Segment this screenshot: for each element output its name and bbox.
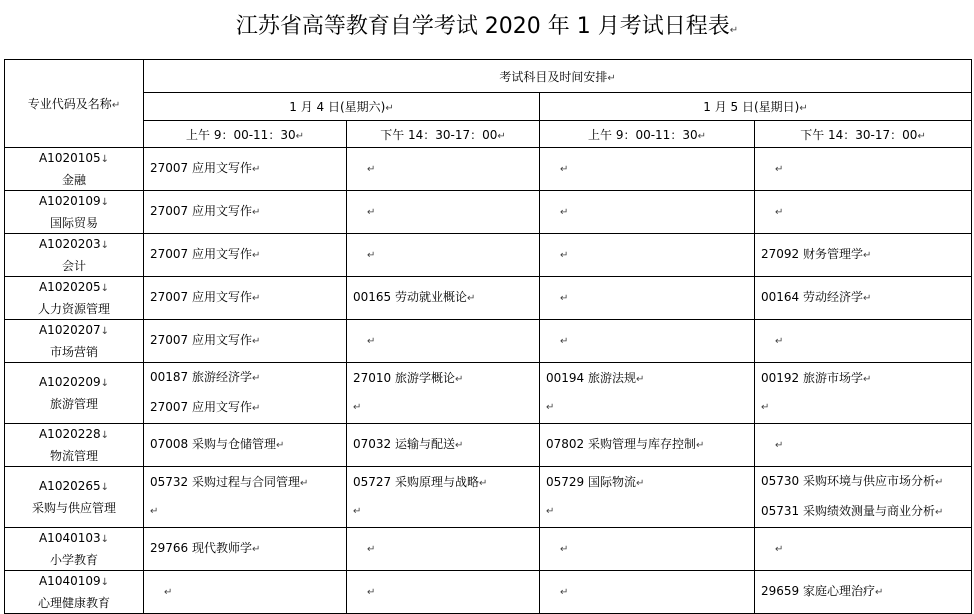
exam-slot-cell bbox=[347, 320, 540, 363]
paragraph-mark-icon: ↵ bbox=[935, 477, 944, 488]
line-break-mark-icon: ↓ bbox=[100, 240, 110, 251]
major-name: 采购与供应管理 bbox=[31, 501, 116, 515]
paragraph-mark-icon: ↵ bbox=[775, 440, 784, 451]
paragraph-mark-icon: ↵ bbox=[560, 336, 569, 347]
major-code: A1040109↓ bbox=[38, 574, 110, 588]
exam-slot-cell bbox=[755, 191, 972, 234]
exam-subject: 07802 采购管理与库存控制↵ bbox=[546, 437, 705, 451]
exam-slot-cell bbox=[347, 363, 540, 424]
major-code: A1020228↓ bbox=[38, 427, 110, 441]
major-name: 心理健康教育 bbox=[37, 596, 110, 610]
line-break-mark-icon: ↓ bbox=[100, 534, 110, 545]
paragraph-mark-icon: ↵ bbox=[546, 506, 555, 517]
exam-slot-cell bbox=[540, 424, 755, 467]
exam-subject: 29659 家庭心理治疗↵ bbox=[761, 584, 884, 598]
exam-slot-cell bbox=[144, 234, 347, 277]
major-code: A1020203↓ bbox=[38, 237, 110, 251]
line-break-mark-icon: ↓ bbox=[100, 283, 110, 294]
line-break-mark-icon: ↓ bbox=[100, 154, 110, 165]
paragraph-mark-icon: ↵ bbox=[367, 250, 376, 261]
exam-subject: 05730 采购环境与供应市场分析↵ bbox=[761, 474, 944, 488]
exam-slot-cell bbox=[347, 277, 540, 320]
paragraph-mark-icon: ↵ bbox=[353, 506, 362, 517]
exam-subject: 05731 采购绩效测量与商业分析↵ bbox=[761, 504, 944, 518]
exam-slot-cell bbox=[347, 467, 540, 528]
paragraph-mark-icon: ↵ bbox=[295, 130, 304, 142]
paragraph-mark-icon: ↵ bbox=[799, 103, 808, 114]
paragraph-mark-icon: ↵ bbox=[636, 374, 645, 385]
paragraph-mark-icon: ↵ bbox=[164, 587, 173, 598]
table-row bbox=[5, 467, 972, 528]
header-row-top bbox=[5, 60, 972, 93]
exam-slot-cell bbox=[755, 363, 972, 424]
exam-subject: 27007 应用文写作↵ bbox=[150, 161, 261, 175]
major-column-header: 专业代码及名称↵ bbox=[5, 60, 144, 148]
day-header: 1 月 5 日(星期日)↵ bbox=[540, 93, 972, 121]
major-name: 旅游管理 bbox=[49, 397, 98, 411]
exam-subject: 27007 应用文写作↵ bbox=[150, 400, 261, 414]
major-code: A1020109↓ bbox=[38, 194, 110, 208]
paragraph-mark-icon: ↵ bbox=[761, 402, 770, 413]
paragraph-mark-icon: ↵ bbox=[385, 103, 394, 114]
exam-subject: 27007 应用文写作↵ bbox=[150, 333, 261, 347]
line-break-mark-icon: ↓ bbox=[100, 482, 110, 493]
slot-header: 上午 9：00-11：30↵ bbox=[144, 121, 347, 148]
schedule-header: 考试科目及时间安排↵ bbox=[144, 60, 972, 93]
exam-slot-cell bbox=[540, 467, 755, 528]
exam-slot-cell bbox=[540, 528, 755, 571]
exam-subject: 05727 采购原理与战略↵ bbox=[353, 475, 488, 489]
paragraph-mark-icon: ↵ bbox=[455, 374, 464, 385]
paragraph-mark-icon: ↵ bbox=[560, 293, 569, 304]
paragraph-mark-icon: ↵ bbox=[252, 403, 261, 414]
major-code: A1020265↓ bbox=[38, 479, 110, 493]
slot-header: 下午 14：30-17：00↵ bbox=[755, 121, 972, 148]
exam-subject: 27007 应用文写作↵ bbox=[150, 204, 261, 218]
major-cell bbox=[5, 277, 144, 320]
paragraph-mark-icon: ↵ bbox=[775, 207, 784, 218]
exam-slot-cell bbox=[347, 528, 540, 571]
paragraph-mark-icon: ↵ bbox=[353, 402, 362, 413]
exam-slot-cell bbox=[755, 467, 972, 528]
table-row bbox=[5, 277, 972, 320]
exam-slot-cell bbox=[347, 424, 540, 467]
exam-slot-cell bbox=[755, 320, 972, 363]
exam-slot-cell bbox=[144, 467, 347, 528]
paragraph-mark-icon: ↵ bbox=[875, 587, 884, 598]
exam-slot-cell bbox=[755, 148, 972, 191]
table-row bbox=[5, 571, 972, 614]
paragraph-mark-icon: ↵ bbox=[607, 72, 616, 84]
paragraph-mark-icon: ↵ bbox=[455, 440, 464, 451]
exam-subject: 27010 旅游学概论↵ bbox=[353, 371, 464, 385]
exam-slot-cell bbox=[540, 320, 755, 363]
major-cell bbox=[5, 363, 144, 424]
paragraph-mark-icon: ↵ bbox=[935, 507, 944, 518]
paragraph-mark-icon: ↵ bbox=[697, 130, 706, 142]
paragraph-mark-icon: ↵ bbox=[479, 478, 488, 489]
major-name: 人力资源管理 bbox=[37, 302, 110, 316]
exam-subject: 00164 劳动经济学↵ bbox=[761, 290, 872, 304]
exam-slot-cell bbox=[540, 191, 755, 234]
paragraph-mark-icon: ↵ bbox=[775, 164, 784, 175]
exam-subject: 05729 国际物流↵ bbox=[546, 475, 645, 489]
paragraph-mark-icon: ↵ bbox=[252, 373, 261, 384]
paragraph-mark-icon: ↵ bbox=[150, 506, 159, 517]
major-name: 小学教育 bbox=[49, 553, 98, 567]
exam-subject: 00192 旅游市场学↵ bbox=[761, 371, 872, 385]
paragraph-mark-icon: ↵ bbox=[729, 25, 739, 36]
paragraph-mark-icon: ↵ bbox=[560, 544, 569, 555]
exam-subject: 27092 财务管理学↵ bbox=[761, 247, 872, 261]
exam-slot-cell bbox=[540, 148, 755, 191]
paragraph-mark-icon: ↵ bbox=[560, 250, 569, 261]
major-name: 物流管理 bbox=[49, 449, 98, 463]
paragraph-mark-icon: ↵ bbox=[863, 250, 872, 261]
paragraph-mark-icon: ↵ bbox=[560, 587, 569, 598]
exam-slot-cell bbox=[755, 528, 972, 571]
paragraph-mark-icon: ↵ bbox=[863, 293, 872, 304]
table-row bbox=[5, 363, 972, 424]
paragraph-mark-icon: ↵ bbox=[636, 478, 645, 489]
paragraph-mark-icon: ↵ bbox=[696, 440, 705, 451]
table-row bbox=[5, 148, 972, 191]
exam-slot-cell bbox=[347, 234, 540, 277]
paragraph-mark-icon: ↵ bbox=[252, 250, 261, 261]
paragraph-mark-icon: ↵ bbox=[497, 130, 506, 142]
table-row bbox=[5, 320, 972, 363]
major-name: 会计 bbox=[61, 259, 86, 273]
line-break-mark-icon: ↓ bbox=[100, 326, 110, 337]
paragraph-mark-icon: ↵ bbox=[252, 164, 261, 175]
exam-slot-cell bbox=[755, 277, 972, 320]
exam-slot-cell bbox=[144, 528, 347, 571]
table-row bbox=[5, 528, 972, 571]
paragraph-mark-icon: ↵ bbox=[367, 164, 376, 175]
exam-subject: 07032 运输与配送↵ bbox=[353, 437, 464, 451]
schedule-table bbox=[4, 59, 972, 614]
header-row-days bbox=[5, 93, 972, 121]
exam-slot-cell bbox=[144, 148, 347, 191]
paragraph-mark-icon: ↵ bbox=[367, 336, 376, 347]
paragraph-mark-icon: ↵ bbox=[560, 164, 569, 175]
major-cell bbox=[5, 467, 144, 528]
exam-subject: 27007 应用文写作↵ bbox=[150, 290, 261, 304]
table-row bbox=[5, 234, 972, 277]
major-code: A1020205↓ bbox=[38, 280, 110, 294]
paragraph-mark-icon: ↵ bbox=[367, 544, 376, 555]
major-name: 国际贸易 bbox=[49, 216, 98, 230]
major-code: A1020105↓ bbox=[38, 151, 110, 165]
major-cell bbox=[5, 320, 144, 363]
exam-slot-cell bbox=[540, 363, 755, 424]
major-code: A1020209↓ bbox=[38, 375, 110, 389]
paragraph-mark-icon: ↵ bbox=[775, 544, 784, 555]
paragraph-mark-icon: ↵ bbox=[252, 544, 261, 555]
paragraph-mark-icon: ↵ bbox=[252, 293, 261, 304]
exam-subject: 05732 采购过程与合同管理↵ bbox=[150, 475, 309, 489]
paragraph-mark-icon: ↵ bbox=[367, 207, 376, 218]
paragraph-mark-icon: ↵ bbox=[775, 336, 784, 347]
exam-slot-cell bbox=[347, 571, 540, 614]
line-break-mark-icon: ↓ bbox=[100, 577, 110, 588]
paragraph-mark-icon: ↵ bbox=[276, 440, 285, 451]
paragraph-mark-icon: ↵ bbox=[300, 478, 309, 489]
day-header: 1 月 4 日(星期六)↵ bbox=[144, 93, 540, 121]
page-title bbox=[0, 10, 974, 48]
major-cell bbox=[5, 191, 144, 234]
line-break-mark-icon: ↓ bbox=[100, 430, 110, 441]
exam-subject: 29766 现代教师学↵ bbox=[150, 541, 261, 555]
paragraph-mark-icon: ↵ bbox=[546, 402, 555, 413]
major-name: 市场营销 bbox=[49, 345, 98, 359]
table-row bbox=[5, 424, 972, 467]
paragraph-mark-icon: ↵ bbox=[252, 336, 261, 347]
exam-slot-cell bbox=[144, 363, 347, 424]
exam-slot-cell bbox=[144, 277, 347, 320]
major-cell bbox=[5, 424, 144, 467]
slot-header: 下午 14：30-17：00↵ bbox=[347, 121, 540, 148]
exam-slot-cell bbox=[540, 571, 755, 614]
exam-slot-cell bbox=[755, 424, 972, 467]
exam-subject: 27007 应用文写作↵ bbox=[150, 247, 261, 261]
major-cell bbox=[5, 528, 144, 571]
major-code: A1040103↓ bbox=[38, 531, 110, 545]
table-row bbox=[5, 191, 972, 234]
line-break-mark-icon: ↓ bbox=[100, 197, 110, 208]
paragraph-mark-icon: ↵ bbox=[560, 207, 569, 218]
exam-slot-cell bbox=[347, 191, 540, 234]
exam-slot-cell bbox=[347, 148, 540, 191]
paragraph-mark-icon: ↵ bbox=[917, 130, 926, 142]
exam-subject: 00165 劳动就业概论↵ bbox=[353, 290, 476, 304]
exam-slot-cell bbox=[144, 571, 347, 614]
exam-slot-cell bbox=[144, 424, 347, 467]
exam-subject: 00187 旅游经济学↵ bbox=[150, 370, 261, 384]
exam-subject: 07008 采购与仓储管理↵ bbox=[150, 437, 285, 451]
major-cell bbox=[5, 148, 144, 191]
exam-slot-cell bbox=[144, 191, 347, 234]
paragraph-mark-icon: ↵ bbox=[252, 207, 261, 218]
line-break-mark-icon: ↓ bbox=[100, 378, 110, 389]
paragraph-mark-icon: ↵ bbox=[111, 100, 121, 111]
paragraph-mark-icon: ↵ bbox=[863, 374, 872, 385]
paragraph-mark-icon: ↵ bbox=[467, 293, 476, 304]
exam-subject: 00194 旅游法规↵ bbox=[546, 371, 645, 385]
exam-slot-cell bbox=[755, 571, 972, 614]
major-name: 金融 bbox=[61, 173, 86, 187]
major-cell bbox=[5, 234, 144, 277]
major-cell bbox=[5, 571, 144, 614]
exam-slot-cell bbox=[540, 234, 755, 277]
header-row-slots bbox=[5, 121, 972, 148]
title-text: 江苏省高等教育自学考试 2020 年 1 月考试日程表 bbox=[235, 14, 730, 39]
exam-slot-cell bbox=[144, 320, 347, 363]
major-code: A1020207↓ bbox=[38, 323, 110, 337]
slot-header: 上午 9：00-11：30↵ bbox=[540, 121, 755, 148]
paragraph-mark-icon: ↵ bbox=[367, 587, 376, 598]
exam-slot-cell bbox=[755, 234, 972, 277]
exam-slot-cell bbox=[540, 277, 755, 320]
